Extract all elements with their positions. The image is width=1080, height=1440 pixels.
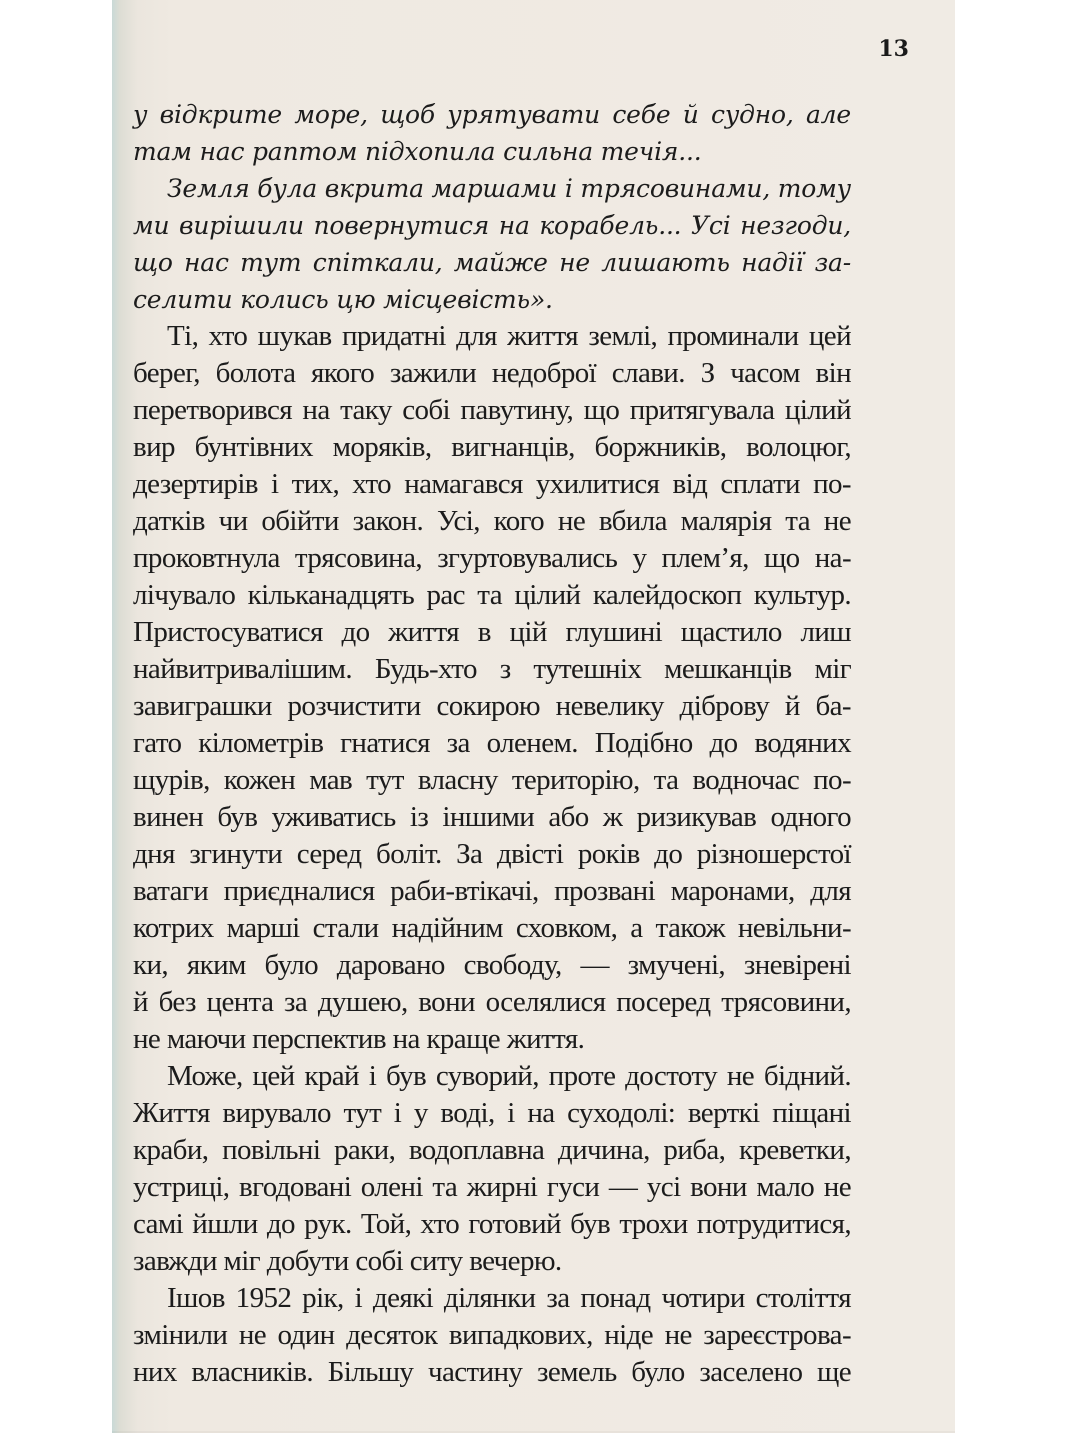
- page-number: 13: [878, 36, 909, 62]
- text-line: Земля була вкрита маршами і трясовинами, тому: [167, 174, 851, 203]
- paragraph-quote-1: [133, 96, 851, 170]
- text-line: перетворився на таку собі павутину, що притягувала цілий: [133, 394, 851, 426]
- paragraph-5: [133, 1280, 851, 1391]
- text-line: лічувало кільканадцять рас та цілий калейдоскоп культур.: [133, 579, 851, 611]
- page-body-text: [133, 96, 851, 1391]
- text-line: у відкрите море, щоб урятувати себе й судно, але: [133, 100, 851, 129]
- text-line: ки, яким було даровано свободу, — змучені, зневірені: [133, 949, 851, 981]
- book-page: [112, 0, 955, 1433]
- text-line: щурів, кожен мав тут власну територію, та водночас по-: [133, 764, 851, 796]
- text-line: що нас тут спіткали, майже не лишають надії за-: [133, 248, 851, 277]
- text-line: них власників. Більшу частину земель було заселено ще: [133, 1356, 851, 1388]
- text-line: Може, цей край і був суворий, проте достоту не бідний.: [167, 1060, 851, 1092]
- text-line: там нас раптом підхопила сильна течія...: [133, 137, 702, 166]
- text-line: Ішов 1952 рік, і деякі ділянки за понад чотири століття: [167, 1282, 851, 1314]
- text-line: самі йшли до рук. Той, хто готовий був трохи потрудитися,: [133, 1208, 851, 1240]
- text-line: найвитривалішим. Будь-хто з тутешніх мешканців міг: [133, 653, 851, 685]
- paragraph-quote-2: [133, 170, 851, 318]
- paragraph-4: [133, 1058, 851, 1280]
- text-line: селити колись цю місцевість».: [133, 285, 553, 314]
- text-line: проковтнула трясовина, згуртовувались у плем’я, що на-: [133, 542, 851, 574]
- text-line: дня згинути серед боліт. За двісті років до різношерстої: [133, 838, 851, 870]
- text-line: не маючи перспектив на краще життя.: [133, 1023, 585, 1055]
- text-line: й без цента за душею, вони оселялися посеред трясовини,: [133, 986, 851, 1018]
- text-line: завжди міг добути собі ситу вечерю.: [133, 1245, 562, 1277]
- text-line: краби, повільні раки, водоплавна дичина, риба, креветки,: [133, 1134, 851, 1166]
- text-line: датків чи обійти закон. Усі, кого не вбила малярія та не: [133, 505, 851, 537]
- text-line: завиграшки розчистити сокирою невелику діброву й ба-: [133, 690, 851, 722]
- text-line: дезертирів і тих, хто намагався ухилитися від сплати по-: [133, 468, 851, 500]
- text-line: Ті, хто шукав придатні для життя землі, проминали цей: [167, 320, 851, 352]
- text-line: гато кілометрів гнатися за оленем. Подібно до водяних: [133, 727, 851, 759]
- text-line: берег, болота якого зажили недоброї слави. З часом він: [133, 357, 851, 389]
- text-line: Життя вирувало тут і у воді, і на суходолі: верткі піщані: [133, 1097, 851, 1129]
- text-line: вир бунтівних моряків, вигнанців, боржників, волоцюг,: [133, 431, 851, 463]
- text-line: Пристосуватися до життя в цій глушині щастило лиш: [133, 616, 851, 648]
- paragraph-3: [133, 318, 851, 1058]
- text-line: ватаги приєдналися раби-втікачі, прозвані маронами, для: [133, 875, 851, 907]
- text-line: устриці, вгодовані олені та жирні гуси — усі вони мало не: [133, 1171, 851, 1203]
- text-line: змінили не один десяток випадкових, ніде не зареєстрова-: [133, 1319, 851, 1351]
- text-line: ми вирішили повернутися на корабель... Усі незгоди,: [133, 211, 851, 240]
- text-line: винен був уживатись із іншими або ж ризикував одного: [133, 801, 851, 833]
- text-line: котрих марші стали надійним сховком, а також невільни-: [133, 912, 851, 944]
